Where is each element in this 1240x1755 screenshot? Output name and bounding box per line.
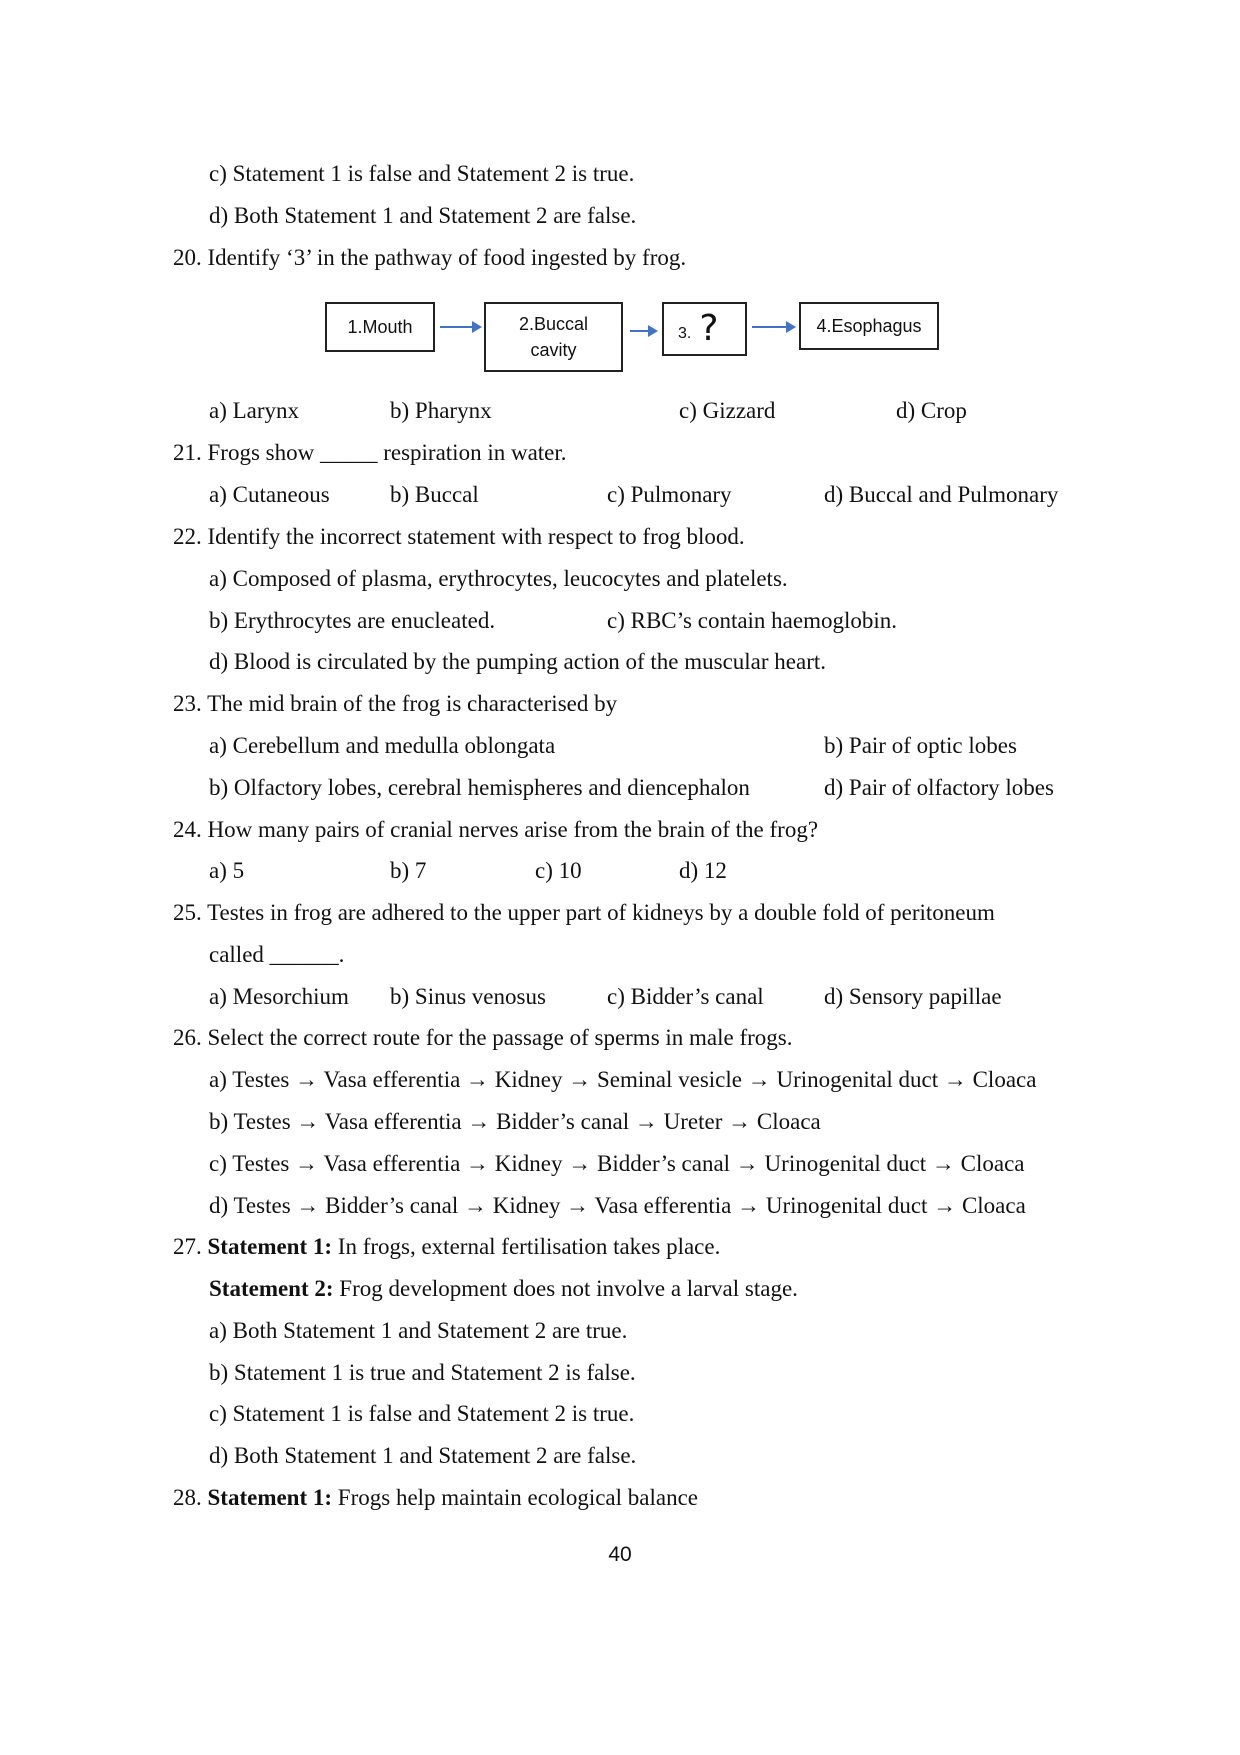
arrow-icon [630, 330, 656, 332]
arrow-icon [752, 326, 794, 328]
q19-option-c: c) Statement 1 is false and Statement 2 is true. [209, 161, 635, 186]
q25-option-c: c) Bidder’s canal [607, 984, 764, 1009]
q24-option-a: a) 5 [209, 858, 245, 883]
q27-statement-2 [209, 1275, 798, 1303]
diagram-box-buccal-cavity [484, 302, 623, 372]
q28-statement-1 [173, 1484, 698, 1512]
q21-option-c: c) Pulmonary [607, 482, 732, 507]
q21-option-d: d) Buccal and Pulmonary [824, 482, 1059, 507]
q20-option-b: b) Pharynx [390, 398, 492, 423]
q27-option-c: c) Statement 1 is false and Statement 2 is true. [209, 1401, 635, 1426]
diagram-box-unknown [662, 302, 747, 356]
q26-question: 26. Select the correct route for the passage of sperms in male frogs. [173, 1025, 793, 1050]
q21-option-a: a) Cutaneous [209, 482, 330, 507]
question-mark-icon: ? [699, 308, 719, 349]
q27-s2-text: Frog development does not involve a larval stage. [333, 1276, 798, 1301]
diagram-box-esophagus: 4.Esophagus [799, 302, 939, 350]
box2-line2: cavity [530, 340, 577, 360]
diagram-box-mouth: 1.Mouth [325, 302, 435, 352]
q20-option-d: d) Crop [896, 398, 967, 423]
q22-option-b: b) Erythrocytes are enucleated. [209, 608, 496, 633]
q23-option-a: a) Cerebellum and medulla oblongata [209, 733, 556, 758]
q20-option-a: a) Larynx [209, 398, 300, 423]
q23-question: 23. The mid brain of the frog is characterised by [173, 691, 618, 716]
q23-option-d: d) Pair of olfactory lobes [824, 775, 1054, 800]
q26-option-d: d) Testes → Bidder’s canal → Kidney → Vasa efferentia → Urinogenital duct → Cloaca [209, 1193, 1026, 1218]
q24-option-b: b) 7 [390, 858, 427, 883]
q27-s2-label: Statement 2: [209, 1276, 334, 1301]
q22-option-d: d) Blood is circulated by the pumping action of the muscular heart. [209, 649, 827, 674]
page-number: 40 [608, 1543, 632, 1566]
q20-question: 20. Identify ‘3’ in the pathway of food ingested by frog. [173, 245, 687, 270]
q27-option-b: b) Statement 1 is true and Statement 2 is false. [209, 1360, 636, 1385]
q26-option-c: c) Testes → Vasa efferentia → Kidney → Bidder’s canal → Urinogenital duct → Cloaca [209, 1151, 1025, 1176]
q23-option-b-optic: b) Pair of optic lobes [824, 733, 1017, 758]
q25-question-line2: called ______. [209, 942, 345, 967]
box2-line1: 2.Buccal [518, 314, 589, 334]
q25-option-a: a) Mesorchium [209, 984, 349, 1009]
q22-question: 22. Identify the incorrect statement with respect to frog blood. [173, 524, 745, 549]
q25-option-d: d) Sensory papillae [824, 984, 1002, 1009]
arrow-icon [440, 326, 480, 328]
q28-s1-text: Frogs help maintain ecological balance [332, 1485, 699, 1510]
q21-question: 21. Frogs show _____ respiration in water. [173, 440, 567, 465]
q27-number: 27. [173, 1234, 208, 1259]
q22-option-c: c) RBC’s contain haemoglobin. [607, 608, 898, 633]
q22-option-a: a) Composed of plasma, erythrocytes, leucocytes and platelets. [209, 566, 788, 591]
q27-statement-1 [173, 1233, 720, 1261]
q27-s1-text: In frogs, external fertilisation takes place. [332, 1234, 721, 1259]
q19-option-d: d) Both Statement 1 and Statement 2 are false. [209, 203, 637, 228]
box3-number: 3. [678, 325, 692, 342]
q24-question: 24. How many pairs of cranial nerves arise from the brain of the frog? [173, 817, 819, 842]
q26-option-b: b) Testes → Vasa efferentia → Bidder’s canal → Ureter → Cloaca [209, 1109, 821, 1134]
q25-option-b: b) Sinus venosus [390, 984, 546, 1009]
q27-option-d: d) Both Statement 1 and Statement 2 are false. [209, 1443, 637, 1468]
q24-option-d: d) 12 [679, 858, 727, 883]
q24-option-c: c) 10 [535, 858, 582, 883]
q26-option-a: a) Testes → Vasa efferentia → Kidney → Seminal vesicle → Urinogenital duct → Cloaca [209, 1067, 1037, 1092]
q28-s1-label: Statement 1: [207, 1485, 333, 1510]
q28-number: 28. [173, 1485, 208, 1510]
q27-option-a: a) Both Statement 1 and Statement 2 are true. [209, 1318, 628, 1343]
q23-option-b-olfactory: b) Olfactory lobes, cerebral hemispheres and diencephalon [209, 775, 750, 800]
q25-question-line1: 25. Testes in frog are adhered to the upper part of kidneys by a double fold of peritoneum [173, 900, 995, 925]
q27-s1-label: Statement 1: [207, 1234, 333, 1259]
q21-option-b: b) Buccal [390, 482, 479, 507]
q20-option-c: c) Gizzard [679, 398, 776, 423]
